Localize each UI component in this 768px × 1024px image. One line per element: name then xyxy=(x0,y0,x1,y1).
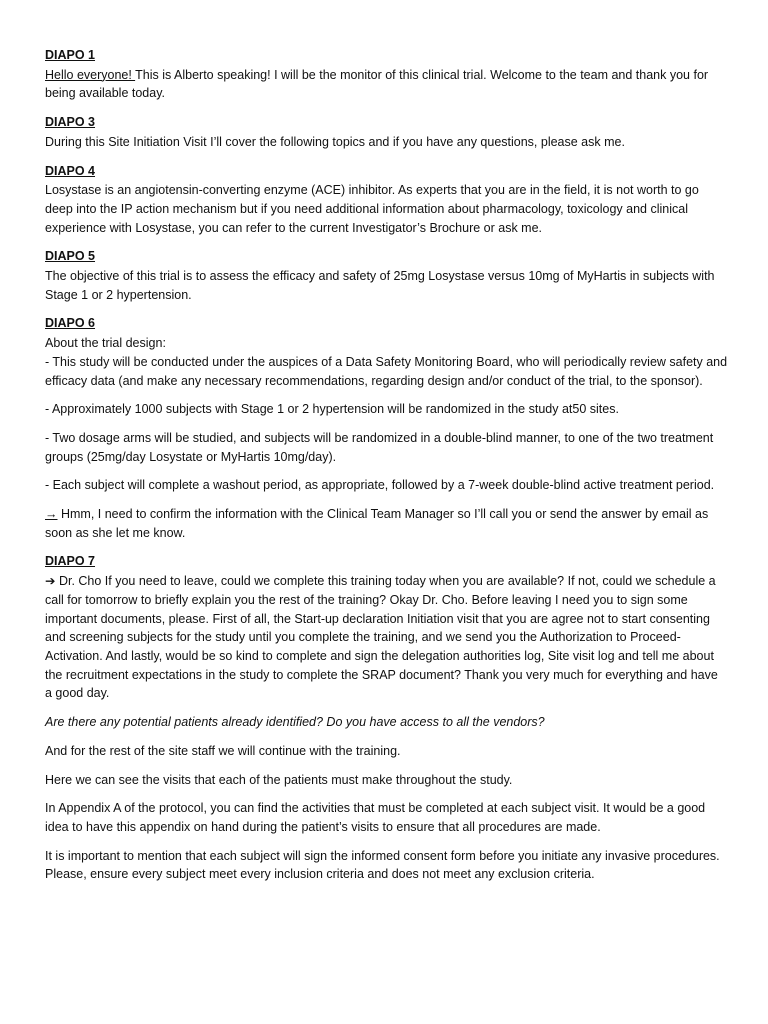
diapo-7-paragraph-2: Here we can see the visits that each of the patients must make throughout the study. xyxy=(45,772,513,787)
diapo-6-bullet-3: - Two dosage arms will be studied, and subjects will be randomized in a double-blind manner, to one of the two treatment groups (25mg/day Losystate or MyHartis 10mg/day). xyxy=(45,430,714,464)
diapo-6-bullet-2: - Approximately 1000 subjects with Stage 1 or 2 hypertension will be randomized in the study at50 sites. xyxy=(45,402,619,417)
diapo-7-paragraph-3: In Appendix A of the protocol, you can find the activities that must be completed at each subject visit. It would be a good idea to have this appendix on hand during the patient’s visits to ensure that all procedures are made. xyxy=(45,801,706,834)
diapo-3-heading: DIAPO 3 xyxy=(45,115,96,130)
diapo-7-note xyxy=(45,572,728,703)
bold-right-arrow-icon: ➔ xyxy=(45,574,56,589)
diapo-6-intro: About the trial design: xyxy=(45,336,166,351)
diapo-7-note-text: Dr. Cho If you need to leave, could we complete this training today when you are available? If not, could we schedule a call for tomorrow to briefly explain you the rest of the training? Okay Dr. Cho. Before leaving I need you to sign some important documents, please. First of all, the Start-up declaration Initiation visit that you are agree not to start consenting and screening subjects for the study until you complete the training, and we send you the Authorization to Proceed-Activation. And lastly, would be so kind to complete and sign the delegation authorities log, Site visit log and tell me about the recruitment expectations in the study to complete the SRAP document? Thank you very much for everything and have a good day. xyxy=(45,574,718,701)
diapo-1-heading: DIAPO 1 xyxy=(45,48,96,62)
diapo-5-heading: DIAPO 5 xyxy=(45,249,96,264)
right-arrow-icon: → xyxy=(45,507,58,522)
diapo-5-text: The objective of this trial is to assess the efficacy and safety of 25mg Losystase versus 10mg of MyHartis in subjects with Stage 1 or 2 hypertension. xyxy=(45,269,715,302)
diapo-3-text: During this Site Initiation Visit I’ll cover the following topics and if you have any questions, please ask me. xyxy=(45,134,625,149)
diapo-1-body: This is Alberto speaking! I will be the monitor of this clinical trial. Welcome to the team and thank you for being available today. xyxy=(45,67,709,101)
diapo-1-greeting: Hello everyone! xyxy=(45,67,136,82)
diapo-6-bullet-4: - Each subject will complete a washout period, as appropriate, followed by a 7-week double-blind active treatment period. xyxy=(45,478,715,493)
diapo-7-question: Are there any potential patients already identified? Do you have access to all the vendors? xyxy=(45,715,545,730)
diapo-6-bullet-1: - This study will be conducted under the auspices of a Data Safety Monitoring Board, who will periodically review safety and efficacy data (and make any necessary recommendations, regarding design and/or conduct of the trial, to the sponsor). xyxy=(45,354,728,388)
diapo-7-paragraph-4: It is important to mention that each subject will sign the informed consent form before you initiate any invasive procedures. Please, ensure every subject meet every inclusion criteria and does not meet any exclusion criteria. xyxy=(45,848,720,882)
diapo-4-heading: DIAPO 4 xyxy=(45,163,96,178)
diapo-1-text xyxy=(45,66,728,103)
diapo-4-text: Losystase is an angiotensin-converting enzyme (ACE) inhibitor. As experts that you are in the field, it is not worth to go deep into the IP action mechanism but if you need additional information about pharmacology, toxicology and clinical experience with Losystase, you can refer to the current Investigator’s Brochure or ask me. xyxy=(45,183,699,235)
diapo-7-paragraph-1: And for the rest of the site staff we will continue with the training. xyxy=(45,743,401,758)
diapo-7-heading: DIAPO 7 xyxy=(45,554,96,569)
diapo-6-heading: DIAPO 6 xyxy=(45,316,96,331)
diapo-6-note-text: Hmm, I need to confirm the information with the Clinical Team Manager so I’ll call you or send the answer by email as soon as she let me know. xyxy=(45,507,709,540)
diapo-6-note xyxy=(45,505,728,542)
